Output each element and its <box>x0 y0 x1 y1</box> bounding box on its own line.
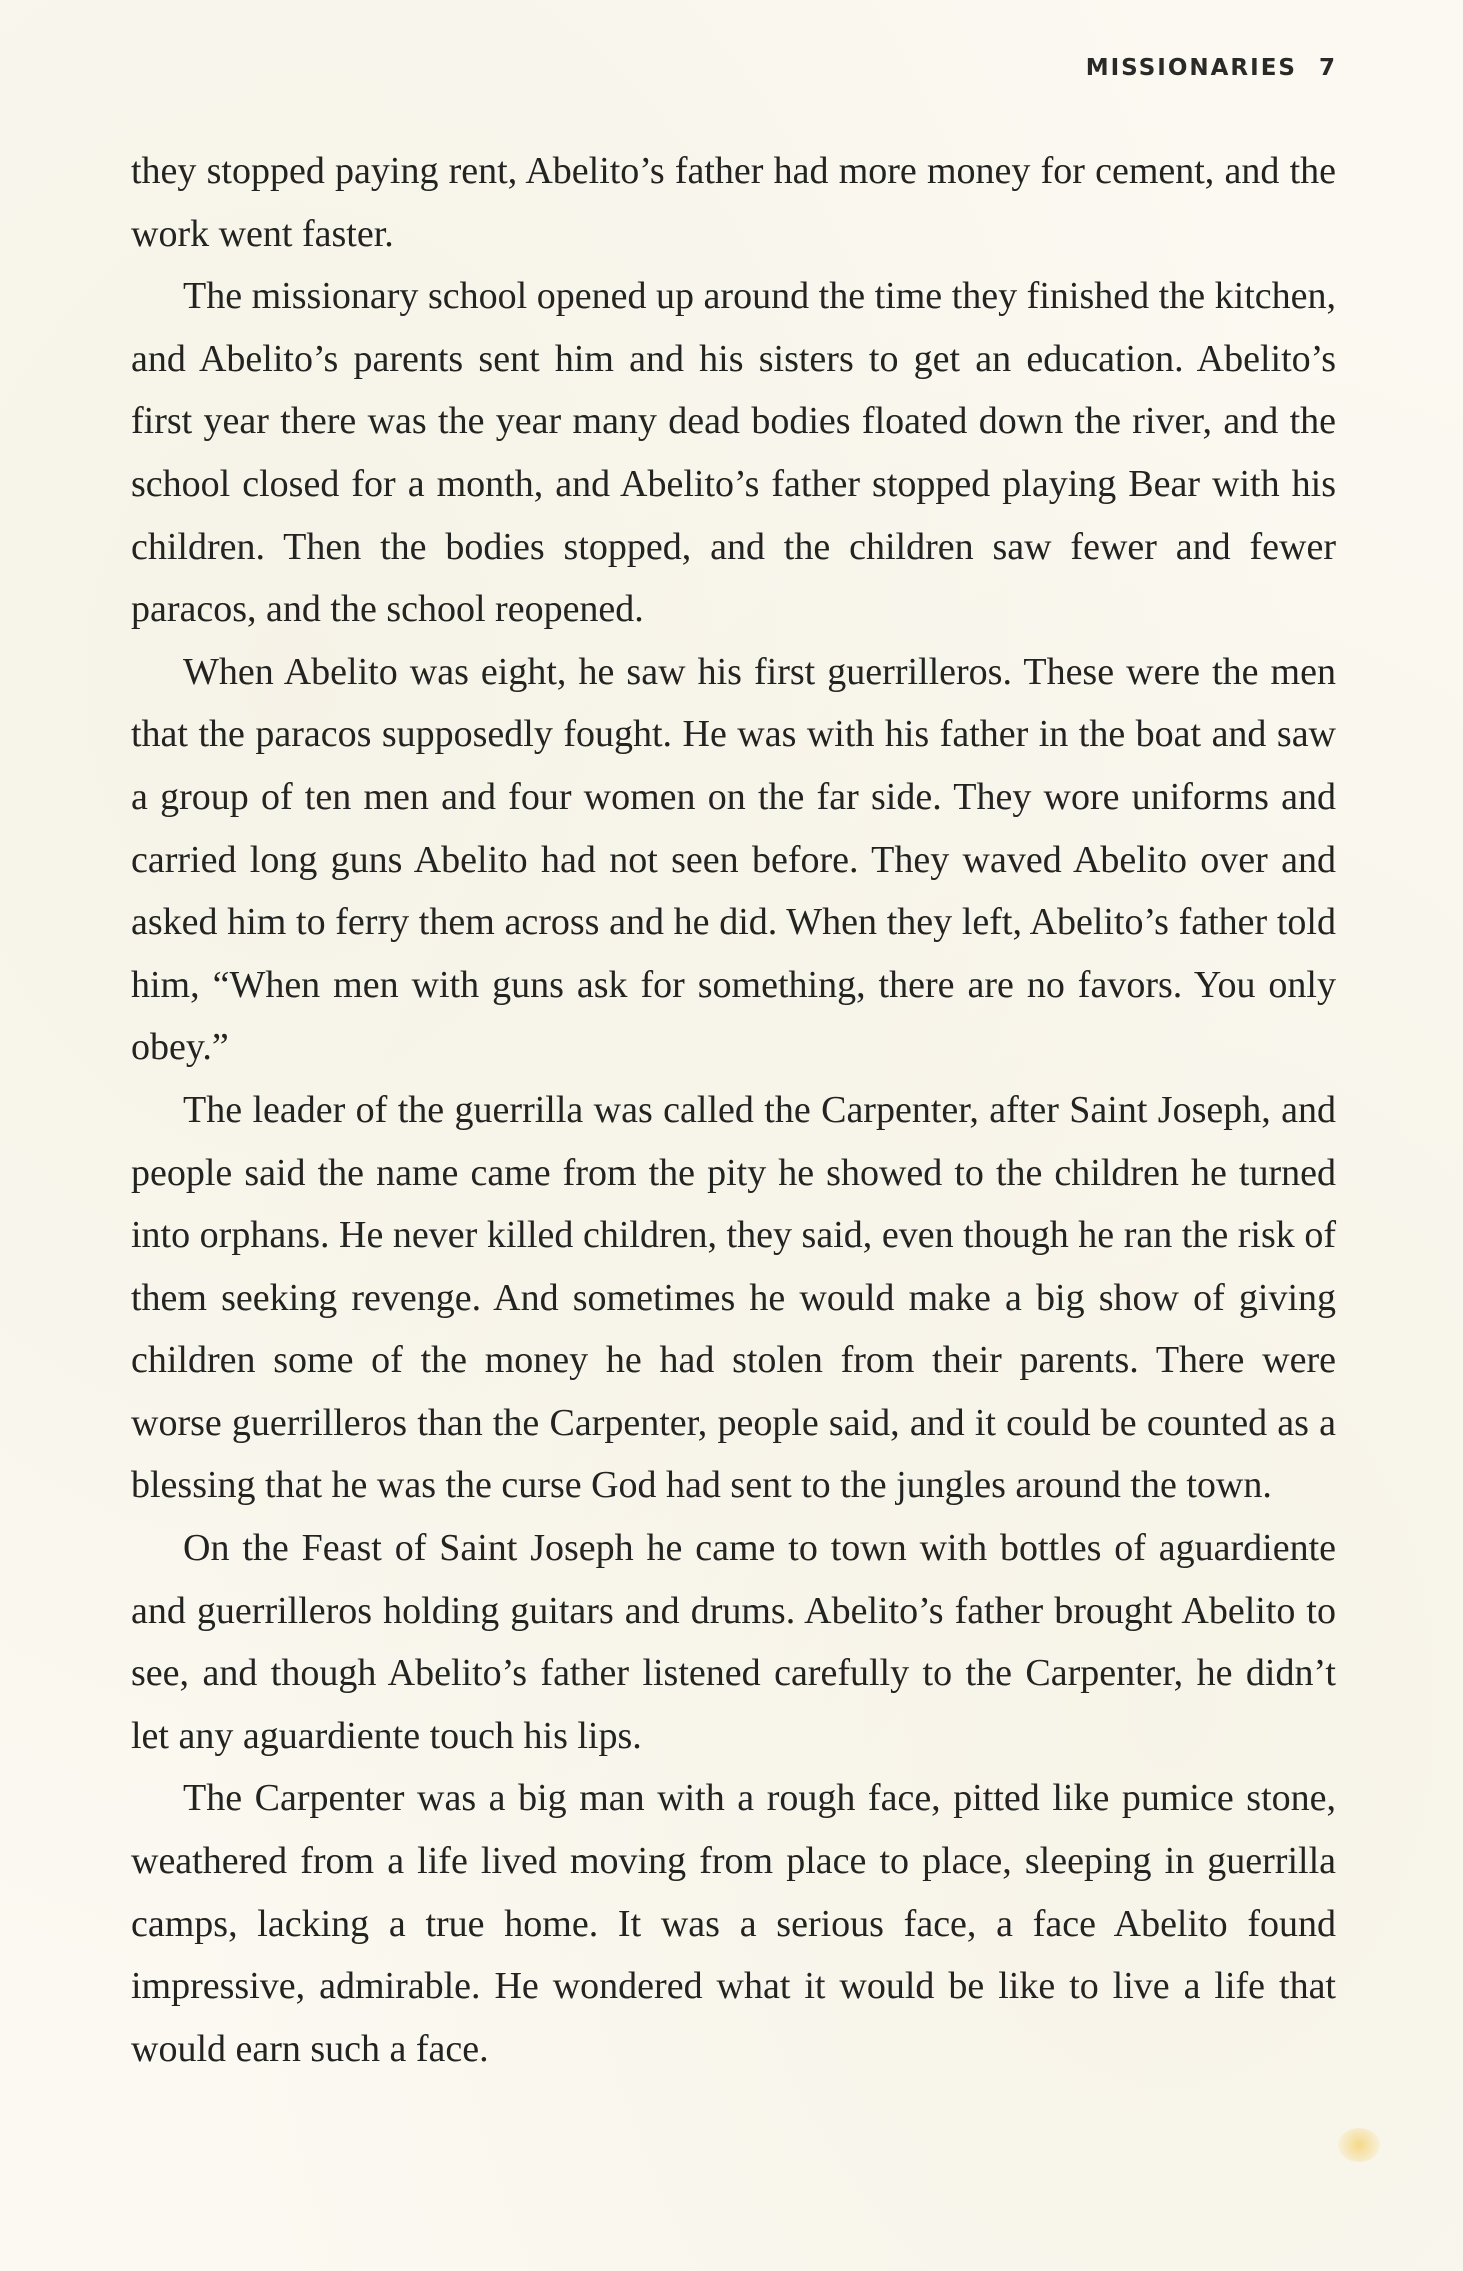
running-title: MISSIONARIES <box>1085 55 1297 81</box>
page-number: 7 <box>1318 55 1335 81</box>
body-text <box>131 140 1336 2080</box>
paragraph-3: When Abelito was eight, he saw his first guerrilleros. These were the men that the paracos supposedly fought. He was with his father in the boat and saw a group of ten men and four women on the far side. They wore uniforms and carried long guns Abelito had not seen before. They waved Abelito over and asked him to ferry them across and he did. When they left, Abelito’s father told him, “When men with guns ask for something, there are no favors. You only obey.” <box>131 650 1336 1069</box>
paragraph-2: The missionary school opened up around the time they finished the kitchen, and Abelito’s parents sent him and his sisters to get an education. Abelito’s first year there was the year many dead bodies floated down the river, and the school closed for a month, and Abelito’s father stopped playing Bear with his children. Then the bodies stopped, and the children saw fewer and fewer paracos, and the school reopened. <box>131 275 1336 631</box>
paper-stain <box>1338 2128 1380 2162</box>
paragraph-6: The Carpenter was a big man with a rough face, pitted like pumice stone, weathered from a life lived moving from place to place, sleeping in guerrilla camps, lacking a true home. It was a serious face, a face Abelito found impressive, admirable. He wondered what it would be like to live a life that would earn such a face. <box>131 1777 1336 2070</box>
paragraph-4: The leader of the guerrilla was called the Carpenter, after Saint Joseph, and people said the name came from the pity he showed to the children he turned into orphans. He never killed children, they said, even though he ran the risk of them seeking revenge. And sometimes he would make a big show of giving children some of the money he had stolen from their parents. There were worse guerrilleros than the Carpenter, people said, and it could be counted as a blessing that he was the curse God had sent to the jungles around the town. <box>131 1088 1336 1507</box>
running-head <box>1086 55 1335 81</box>
paragraph-1: they stopped paying rent, Abelito’s father had more money for cement, and the work went faster. <box>131 150 1336 255</box>
paragraph-5: On the Feast of Saint Joseph he came to town with bottles of aguardiente and guerrilleros holding guitars and drums. Abelito’s father brought Abelito to see, and though Abelito’s father listened carefully to the Carpenter, he didn’t let any aguardiente touch his lips. <box>131 1527 1336 1757</box>
